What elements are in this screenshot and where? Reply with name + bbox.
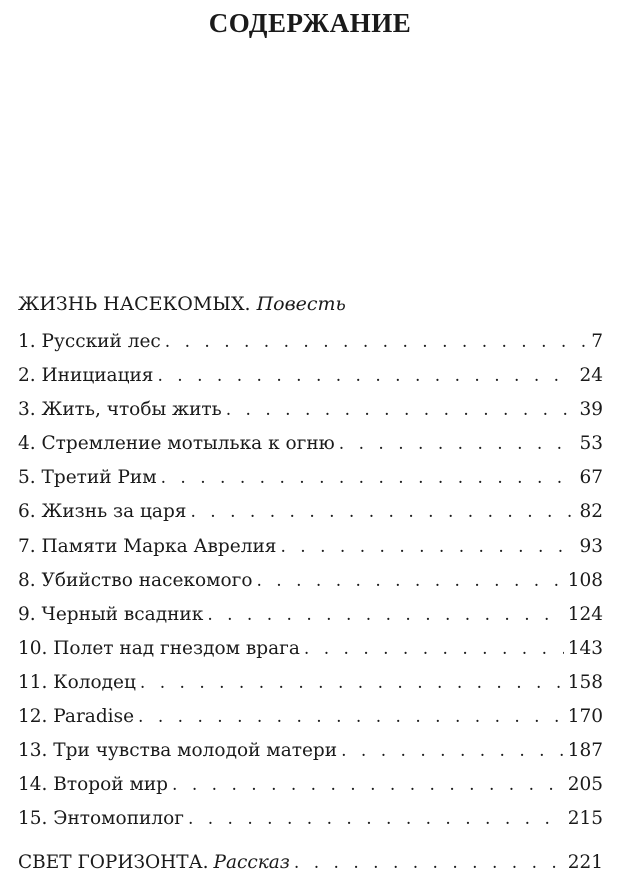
dot-leader	[207, 598, 563, 632]
toc-entry[interactable]	[18, 734, 603, 768]
toc-entry-label: 3. Жить, чтобы жить	[18, 399, 222, 421]
toc-entry[interactable]	[18, 598, 603, 632]
toc-entry-page-number: 170	[567, 706, 603, 728]
dot-leader	[190, 495, 575, 529]
toc-entry-page-number: 108	[567, 569, 603, 591]
toc-entry-label: 11. Колодец	[18, 671, 136, 693]
toc-entry-label: 15. Энтомопилог	[18, 808, 184, 830]
toc-entry[interactable]	[18, 666, 603, 700]
toc-entry-page-number: 124	[567, 603, 603, 625]
toc-entry[interactable]	[18, 325, 603, 359]
toc-entry-label: 9. Черный всадник	[18, 603, 204, 625]
toc-entry[interactable]	[18, 802, 603, 836]
toc-entry-label: 2. Инициация	[18, 365, 154, 387]
dot-leader	[157, 359, 575, 393]
toc-entry-label: 10. Полет над гнездом врага	[18, 637, 300, 659]
story-page-number: 221	[567, 852, 603, 873]
toc-entry-label: 4. Стремление мотылька к огню	[18, 433, 335, 455]
toc-entry-label: 7. Памяти Марка Аврелия	[18, 535, 277, 557]
toc-entry-label: 12. Paradise	[18, 706, 135, 728]
toc-entry[interactable]	[18, 461, 603, 495]
section-heading-novella	[18, 292, 346, 316]
toc-entry-label: 13. Три чувства молодой матери	[18, 740, 338, 762]
story-title: СВЕТ ГОРИЗОНТА.	[18, 852, 209, 873]
toc-entry-page-number: 39	[579, 399, 603, 421]
toc-entry-page-number: 24	[579, 365, 603, 387]
dot-leader	[188, 802, 564, 836]
dot-leader	[161, 461, 576, 495]
story-genre: Рассказ	[213, 852, 290, 873]
toc-entry-page-number: 82	[579, 501, 603, 523]
dot-leader	[140, 666, 564, 700]
toc-entry[interactable]	[18, 564, 603, 598]
toc-entry[interactable]	[18, 768, 603, 802]
toc-chapter-list	[18, 325, 603, 836]
toc-entry-page-number: 215	[567, 808, 603, 830]
toc-entry[interactable]	[18, 530, 603, 564]
page-title: СОДЕРЖАНИЕ	[208, 8, 412, 38]
toc-entry[interactable]	[18, 359, 603, 393]
toc-entry-page-number: 205	[567, 774, 603, 796]
dot-leader	[339, 427, 576, 461]
toc-entry-story[interactable]	[18, 848, 603, 878]
toc-entry-label: 5. Третий Рим	[18, 467, 157, 489]
novella-genre: Повесть	[256, 293, 346, 315]
toc-entry-page-number: 93	[579, 535, 603, 557]
dot-leader	[138, 700, 564, 734]
toc-entry-page-number: 67	[579, 467, 603, 489]
toc-entry[interactable]	[18, 393, 603, 427]
novella-title: ЖИЗНЬ НАСЕКОМЫХ.	[18, 293, 251, 315]
toc-entry-label: 14. Второй мир	[18, 774, 169, 796]
dot-leader	[294, 848, 564, 878]
toc-entry-page-number: 158	[567, 671, 603, 693]
toc-entry[interactable]	[18, 495, 603, 529]
dot-leader	[226, 393, 576, 427]
toc-entry[interactable]	[18, 700, 603, 734]
toc-entry-label: 8. Убийство насекомого	[18, 569, 253, 591]
toc-entry-page-number: 53	[579, 433, 603, 455]
dot-leader	[256, 564, 563, 598]
dot-leader	[341, 734, 564, 768]
toc-entry-page-number: 143	[567, 637, 603, 659]
dot-leader	[280, 530, 575, 564]
toc-entry[interactable]	[18, 427, 603, 461]
dot-leader	[172, 768, 564, 802]
toc-entry-page-number: 187	[567, 740, 603, 762]
toc-entry-page-number: 7	[591, 331, 603, 352]
toc-entry[interactable]	[18, 632, 603, 666]
toc-entry-label: 6. Жизнь за царя	[18, 501, 187, 523]
dot-leader	[304, 632, 564, 666]
toc-entry-label: 1. Русский лес	[18, 331, 161, 352]
dot-leader	[165, 325, 587, 359]
